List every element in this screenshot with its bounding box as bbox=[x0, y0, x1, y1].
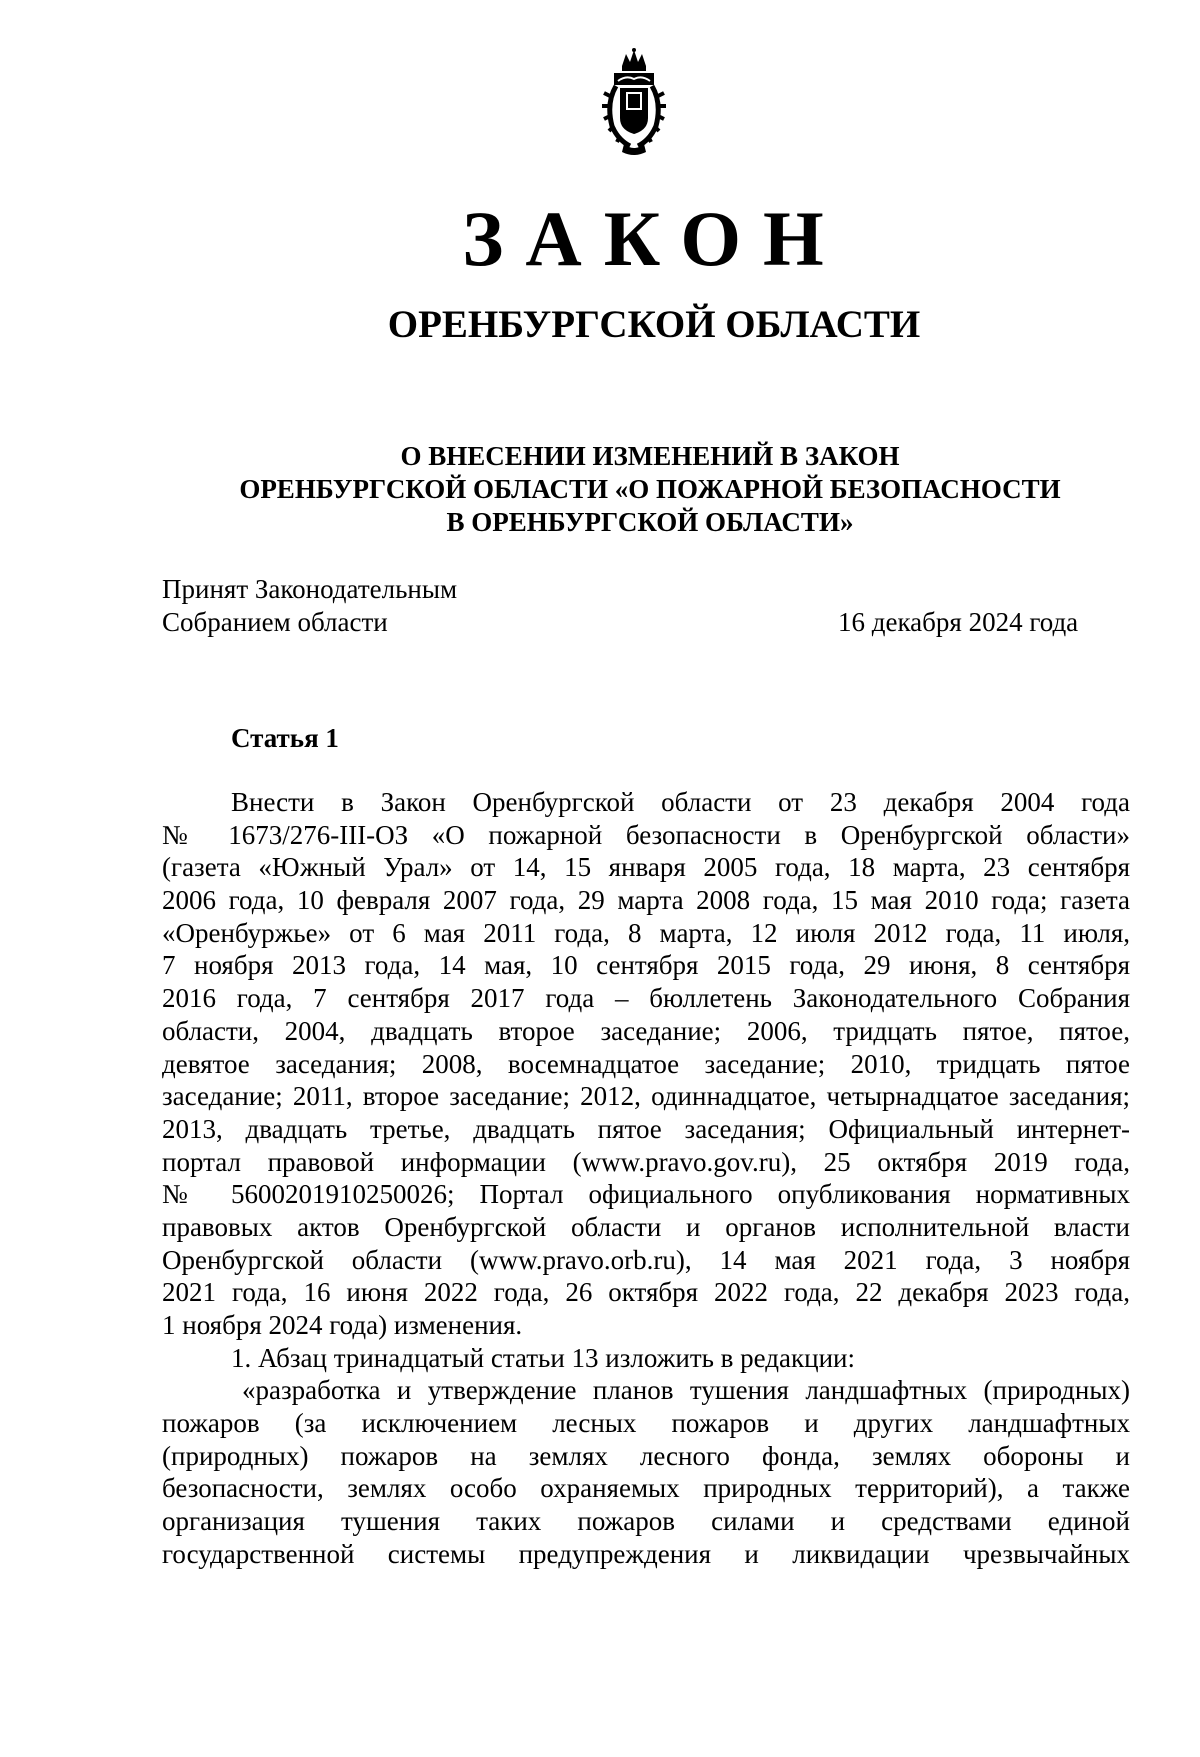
paragraph-line: № 1673/276-III-ОЗ «О пожарной безопасности в Оренбургской области» bbox=[162, 819, 1130, 850]
article-heading: Статья 1 bbox=[231, 723, 339, 753]
quote-line: организация тушения таких пожаров силами и средствами единой bbox=[162, 1506, 1130, 1537]
paragraph-line: 2006 года, 10 февраля 2007 года, 29 марта 2008 года, 15 мая 2010 года; газета bbox=[162, 885, 1130, 916]
quote-line: «разработка и утверждение планов тушения ландшафтных (природных) bbox=[242, 1375, 1130, 1406]
adoption-line: Принят Законодательным bbox=[162, 574, 458, 604]
document-heading bbox=[200, 440, 1100, 539]
paragraph-line: девятое заседания; 2008, восемнадцатое заседание; 2010, тридцать пятое bbox=[162, 1048, 1130, 1079]
paragraph-line: (газета «Южный Урал» от 14, 15 января 2005 года, 18 марта, 23 сентября bbox=[162, 852, 1130, 883]
adoption-line: Собранием области bbox=[162, 607, 388, 637]
paragraph-line: 2016 года, 7 сентября 2017 года – бюллетень Законодательного Собрания bbox=[162, 983, 1130, 1014]
paragraph-line: «Оренбуржье» от 6 мая 2011 года, 8 марта, 12 июля 2012 года, 11 июля, bbox=[162, 917, 1130, 948]
quote-line: пожаров (за исключением лесных пожаров и других ландшафтных bbox=[162, 1408, 1130, 1439]
law-subtitle: ОРЕНБУРГСКОЙ ОБЛАСТИ bbox=[387, 303, 921, 346]
law-title: ЗАКОН bbox=[462, 195, 846, 282]
paragraph-line: заседание; 2011, второе заседание; 2012, одиннадцатое, четырнадцатое заседания; bbox=[162, 1081, 1130, 1112]
paragraph-line: Оренбургской области (www.pravo.orb.ru), 14 мая 2021 года, 3 ноября bbox=[162, 1244, 1130, 1275]
adoption-block bbox=[162, 573, 457, 639]
paragraph-line: правовых актов Оренбургской области и органов исполнительной власти bbox=[162, 1211, 1130, 1242]
adoption-date: 16 декабря 2024 года bbox=[838, 607, 1079, 637]
quote-line: (природных) пожаров на землях лесного фонда, землях обороны и bbox=[162, 1440, 1130, 1471]
heading-line: ОРЕНБУРГСКОЙ ОБЛАСТИ «О ПОЖАРНОЙ БЕЗОПАСНОСТИ bbox=[239, 474, 1061, 504]
paragraph-line: 1 ноября 2024 года) изменения. bbox=[162, 1310, 523, 1340]
article-body bbox=[162, 786, 1130, 1571]
paragraph-line: 2013, двадцать третье, двадцать пятое заседания; Официальный интернет- bbox=[162, 1113, 1130, 1144]
paragraph-line: 7 ноября 2013 года, 14 мая, 10 сентября 2015 года, 29 июня, 8 сентября bbox=[162, 950, 1130, 981]
coat-of-arms-icon bbox=[600, 48, 668, 156]
paragraph-line: области, 2004, двадцать второе заседание; 2006, тридцать пятое, пятое, bbox=[162, 1015, 1130, 1046]
paragraph-line: № 5600201910250026; Портал официального опубликования нормативных bbox=[162, 1179, 1130, 1210]
quote-line: государственной системы предупреждения и ликвидации чрезвычайных bbox=[162, 1538, 1130, 1569]
paragraph-line: 2021 года, 16 июня 2022 года, 26 октября 2022 года, 22 декабря 2023 года, bbox=[162, 1277, 1130, 1308]
quote-line: безопасности, землях особо охраняемых природных территорий), а также bbox=[162, 1473, 1130, 1504]
item-line: 1. Абзац тринадцатый статьи 13 изложить в редакции: bbox=[231, 1342, 855, 1373]
heading-line: О ВНЕСЕНИИ ИЗМЕНЕНИЙ В ЗАКОН bbox=[400, 441, 900, 471]
paragraph-line: портал правовой информации (www.pravo.gov.ru), 25 октября 2019 года, bbox=[162, 1146, 1130, 1177]
heading-line: В ОРЕНБУРГСКОЙ ОБЛАСТИ» bbox=[446, 507, 854, 537]
paragraph-line: Внести в Закон Оренбургской области от 23 декабря 2004 года bbox=[231, 787, 1130, 817]
